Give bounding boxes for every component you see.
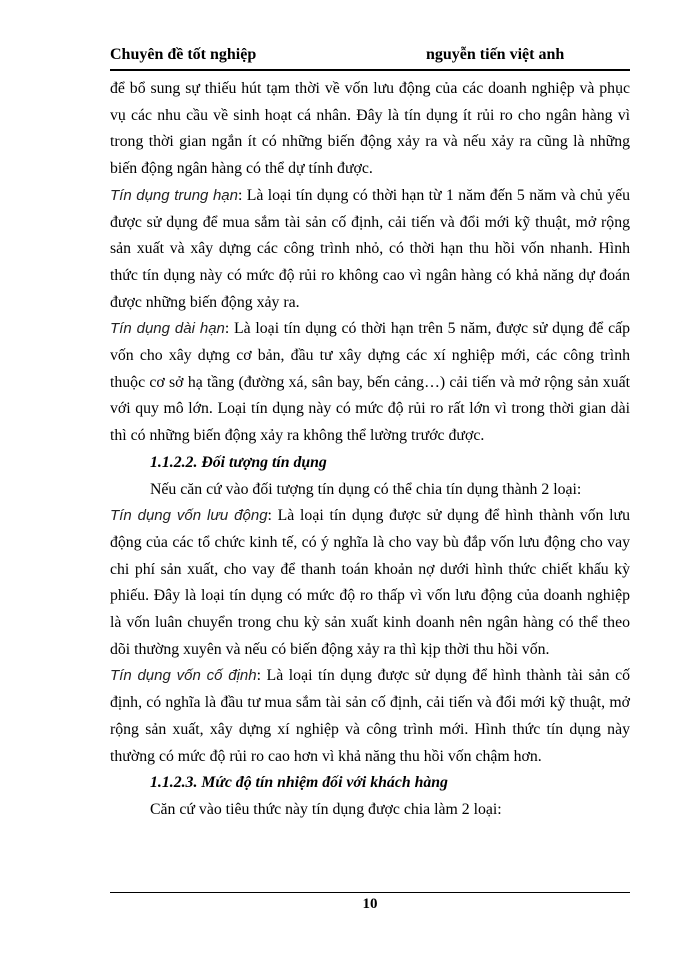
section-heading-customer-trust: 1.1.2.3. Mức độ tín nhiệm đối với khách hàng — [150, 774, 448, 792]
paragraph-working-capital-credit — [110, 503, 630, 663]
term-medium-term-credit: Tín dụng trung hạn — [110, 186, 238, 204]
term-fixed-capital-credit: Tín dụng vốn cố định — [110, 667, 257, 685]
definition-medium-term-credit: : Là loại tín dụng có thời hạn từ 1 năm đến 5 năm và chủ yếu được sử dụng để mua sắm tài sản cố định, cải tiến và đổi mới kỹ thuật, mở rộng sản xuất và xây dựng các công trình nhỏ, có thời hạn thu hồi vốn nhanh. Hình thức tín dụng này có mức độ rủi ro không cao vì ngân hàng có khả năng dự đoán được những biến động xảy ra. — [110, 186, 630, 311]
page-header — [110, 46, 630, 70]
term-working-capital-credit: Tín dụng vốn lưu động — [110, 507, 268, 525]
page-body — [110, 76, 630, 824]
header-author: nguyễn tiến việt anh — [426, 46, 565, 63]
paragraph-credit-object-intro: Nếu căn cứ vào đối tượng tín dụng có thể chia tín dụng thành 2 loại: — [150, 480, 582, 498]
paragraph-long-term-credit — [110, 316, 630, 450]
definition-working-capital-credit: : Là loại tín dụng được sử dụng để hình thành vốn lưu động của các tổ chức kinh tế, có ý nghĩa là cho vay bù đắp vốn lưu động cho vay chi phí sản xuất, cho vay để thanh toán khoản nợ dưới hình thức chiết khấu kỳ phiếu. Đây là loại tín dụng có mức độ ro thấp vì vốn lưu động của doanh nghiệp là vốn luân chuyển trong chu kỳ sản xuất kinh doanh nên ngân hàng có thể theo dõi thường xuyên và nếu có biến động xảy ra thì kịp thời thu hồi vốn. — [110, 507, 630, 658]
section-heading-credit-object: 1.1.2.2. Đối tượng tín dụng — [150, 453, 327, 471]
header-divider — [110, 69, 630, 71]
paragraph-short-term-continuation: để bổ sung sự thiếu hút tạm thời về vốn lưu động của các doanh nghiệp và phục vụ các nhu cầu về sinh hoạt cá nhân. Đây là tín dụng ít rủi ro cho ngân hàng vì trong thời gian ngắn ít có những biến động xảy ra và nếu xảy ra cũng là những biến động ngân hàng có thể dự tính được. — [110, 80, 630, 178]
header-document-type: Chuyên đề tốt nghiệp — [110, 46, 257, 63]
page-number: 10 — [362, 896, 378, 912]
definition-fixed-capital-credit: : Là loại tín dụng được sử dụng để hình thành tài sản cố định, có nghĩa là đầu tư mua sắm tài sản cố định, cải tiến và đổi mới kỹ thuật, mở rộng sản xuất, xây dựng xí nghiệp và công trình mới. Hình thức tín dụng này thường có mức độ rủi ro cao hơn vì khả năng thu hồi vốn chậm hơn. — [110, 667, 630, 765]
definition-long-term-credit: : Là loại tín dụng có thời hạn trên 5 năm, được sử dụng để cấp vốn cho xây dựng cơ bản, đầu tư xây dựng các xí nghiệp mới, các công trình thuộc cơ sở hạ tầng (đường xá, sân bay, bến cảng…) cải tiến và mở rộng sản xuất với quy mô lớn. Loại tín dụng này có mức độ rủi ro rất lớn vì trong thời gian dài thì có những biến động xảy ra không thể lường trước được. — [110, 320, 630, 445]
term-long-term-credit: Tín dụng dài hạn — [110, 320, 225, 338]
footer-divider — [110, 892, 630, 893]
paragraph-customer-trust-intro: Căn cứ vào tiêu thức này tín dụng được chia làm 2 loại: — [150, 800, 502, 818]
paragraph-medium-term-credit — [110, 183, 630, 317]
paragraph-fixed-capital-credit — [110, 663, 630, 770]
